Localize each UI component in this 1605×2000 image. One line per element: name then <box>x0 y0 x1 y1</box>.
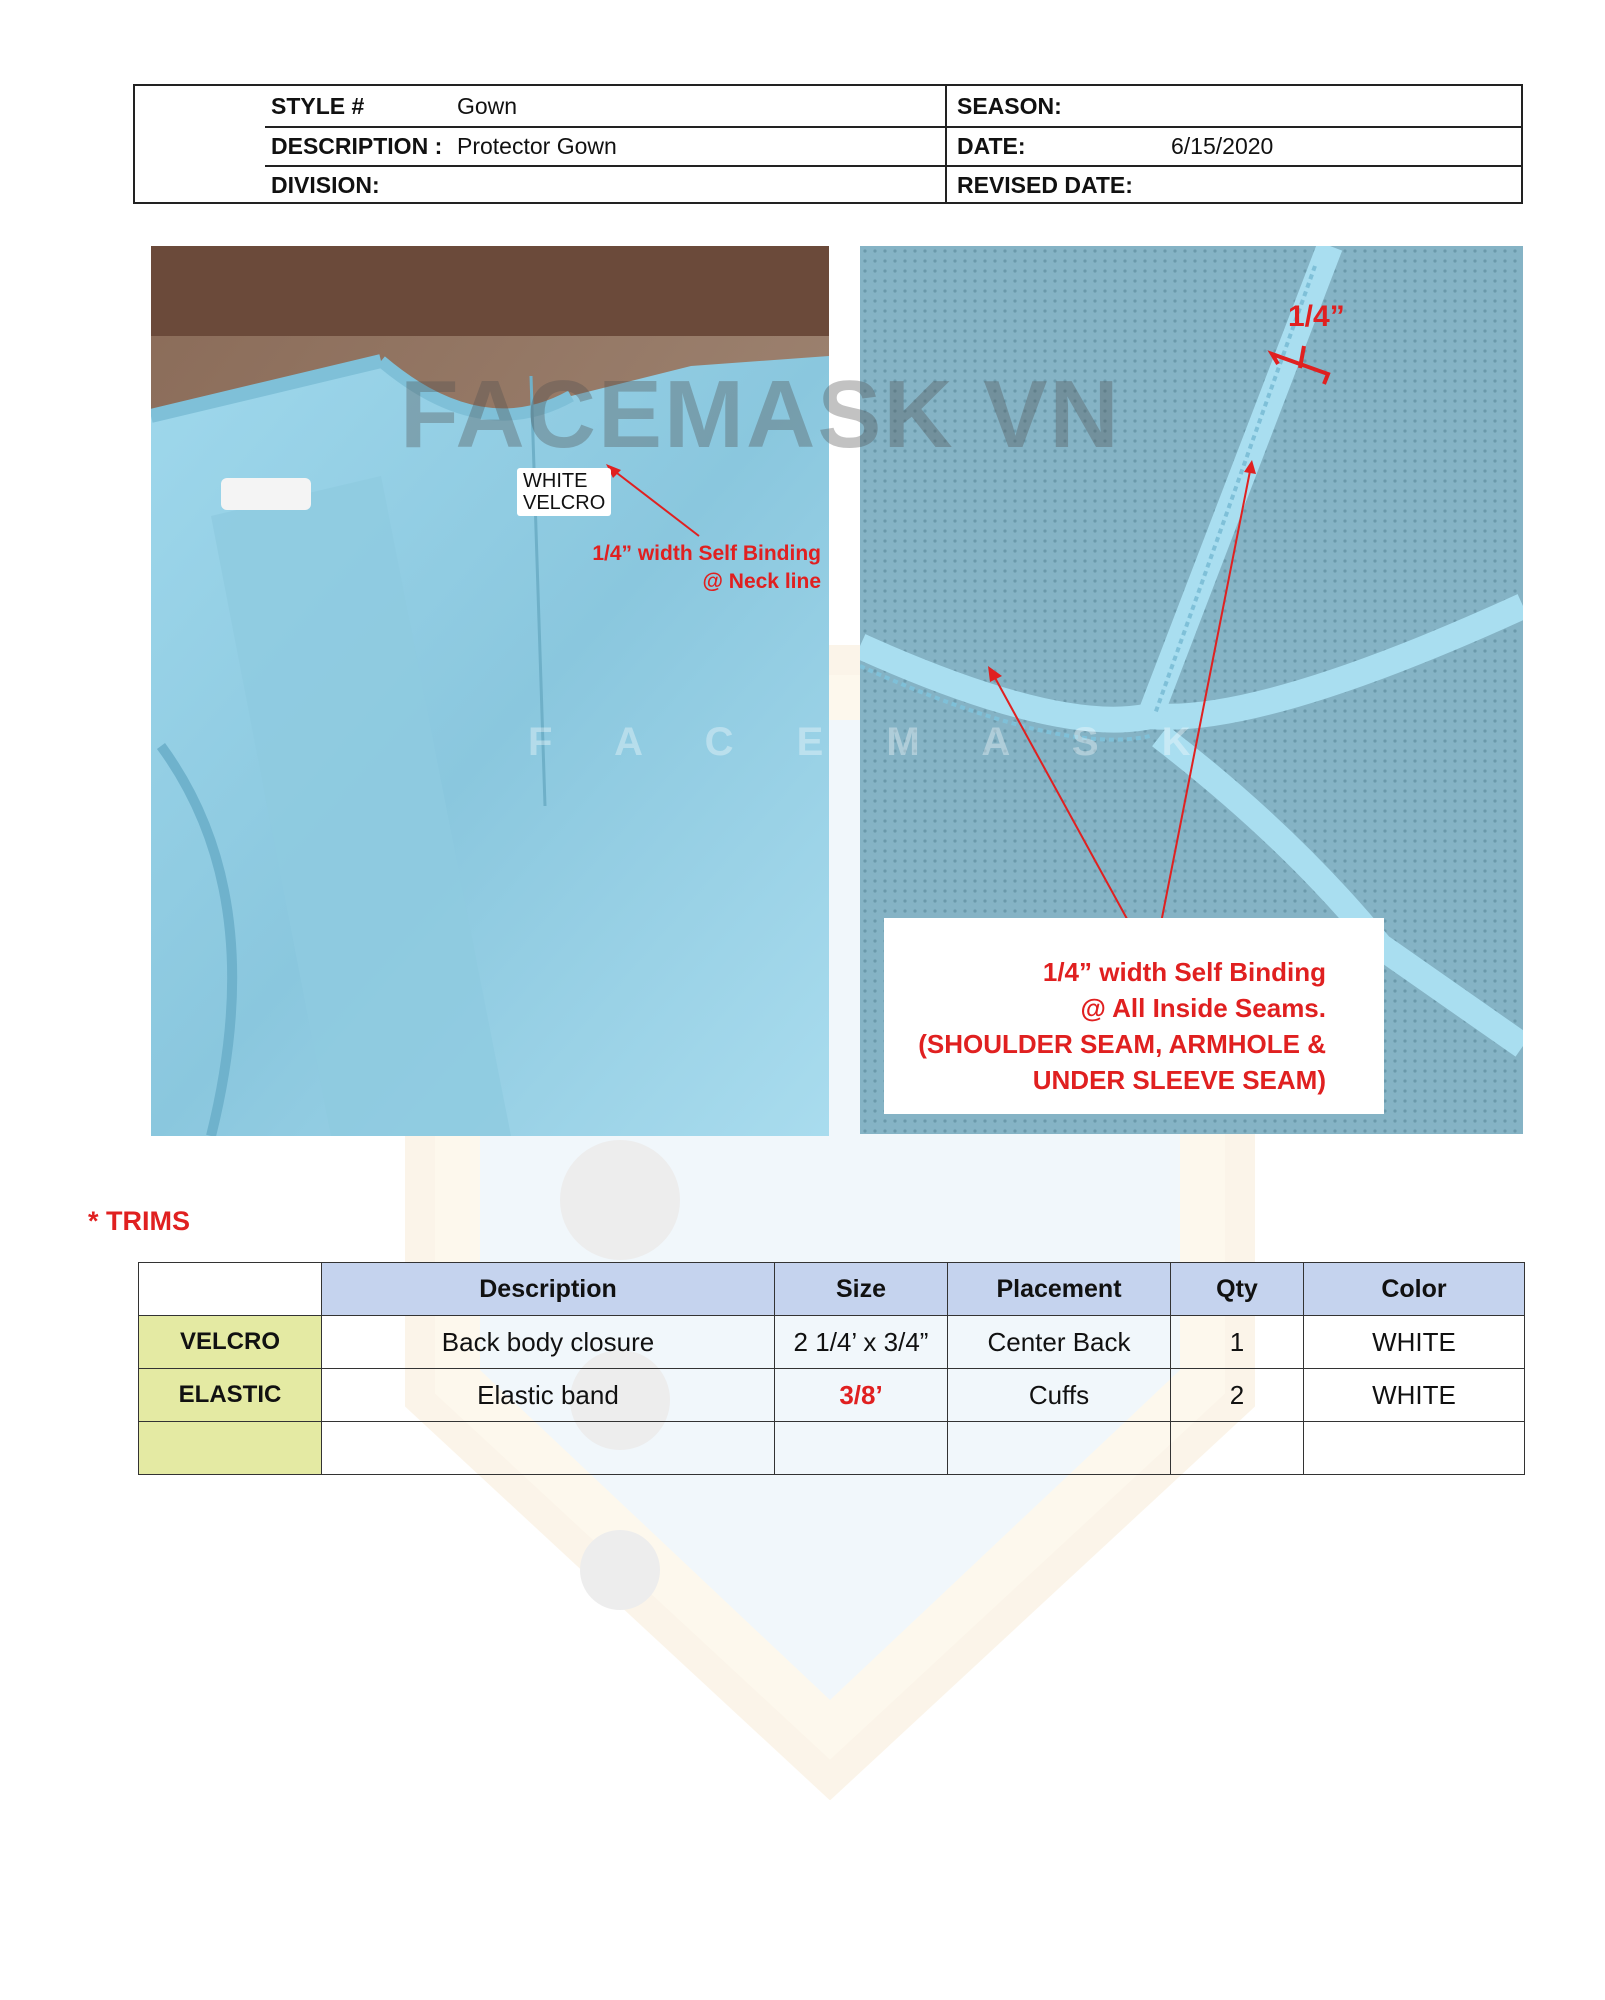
cell-description <box>322 1422 775 1475</box>
velcro-label-line1: WHITE <box>523 470 588 492</box>
white-velcro-label <box>517 468 611 516</box>
trims-header-blank <box>139 1263 322 1316</box>
row-label: VELCRO <box>139 1316 322 1369</box>
style-value: Gown <box>457 93 518 119</box>
cell-size <box>775 1422 948 1475</box>
cell-size: 3/8’ <box>775 1369 948 1422</box>
cell-size: 2 1/4’ x 3/4” <box>775 1316 948 1369</box>
col-size: Size <box>775 1263 948 1316</box>
row-label: ELASTIC <box>139 1369 322 1422</box>
inside-seams-callout <box>884 918 1384 1114</box>
style-label: STYLE # <box>271 93 365 119</box>
watermark-subtext: F A C E M A S K <box>528 720 1217 764</box>
header-divider <box>945 86 947 202</box>
cell-color: WHITE <box>1304 1369 1525 1422</box>
table-row <box>139 1422 1525 1475</box>
cell-description: Back body closure <box>322 1316 775 1369</box>
quarter-inch-measure: 1/4” <box>1288 300 1345 333</box>
watermark-text: FACEMASK VN <box>400 361 1121 468</box>
revised-date-label: REVISED DATE: <box>957 172 1133 198</box>
cell-color: WHITE <box>1304 1316 1525 1369</box>
neckline-binding-line1: 1/4” width Self Binding <box>592 542 821 565</box>
velcro-label-line2: VELCRO <box>523 492 606 514</box>
row-label <box>139 1422 322 1475</box>
revised-date-row <box>957 165 1133 205</box>
season-label: SEASON: <box>957 93 1062 119</box>
division-label: DIVISION: <box>271 172 380 198</box>
col-color: Color <box>1304 1263 1525 1316</box>
table-row <box>139 1316 1525 1369</box>
cell-placement: Cuffs <box>948 1369 1171 1422</box>
cell-color <box>1304 1422 1525 1475</box>
trims-header-row <box>139 1263 1525 1316</box>
col-description: Description <box>322 1263 775 1316</box>
cell-placement <box>948 1422 1171 1475</box>
style-row <box>271 86 518 126</box>
cell-description: Elastic band <box>322 1369 775 1422</box>
description-label: DESCRIPTION : <box>271 133 443 159</box>
neckline-binding-line2: @ Neck line <box>702 570 821 593</box>
description-value: Protector Gown <box>457 133 617 159</box>
division-row <box>271 165 380 205</box>
inside-seams-line1: 1/4” width Self Binding <box>1042 957 1326 987</box>
table-row <box>139 1369 1525 1422</box>
col-placement: Placement <box>948 1263 1171 1316</box>
inside-seams-line4: UNDER SLEEVE SEAM) <box>1032 1065 1326 1095</box>
neckline-binding-annotation <box>561 540 821 596</box>
inside-seams-line3: (SHOULDER SEAM, ARMHOLE & <box>918 1029 1326 1059</box>
col-qty: Qty <box>1171 1263 1304 1316</box>
cell-placement: Center Back <box>948 1316 1171 1369</box>
cell-qty: 1 <box>1171 1316 1304 1369</box>
cell-qty: 2 <box>1171 1369 1304 1422</box>
trims-table <box>138 1262 1525 1475</box>
season-row <box>957 86 1062 126</box>
date-value: 6/15/2020 <box>1171 133 1274 159</box>
date-label: DATE: <box>957 133 1026 159</box>
trims-title: * TRIMS <box>88 1206 191 1236</box>
spec-header-table <box>133 84 1523 204</box>
inside-seams-annotation <box>860 954 1326 1098</box>
date-row <box>957 126 1457 166</box>
cell-qty <box>1171 1422 1304 1475</box>
description-row <box>271 126 617 166</box>
inside-seams-line2: @ All Inside Seams. <box>1080 993 1326 1023</box>
